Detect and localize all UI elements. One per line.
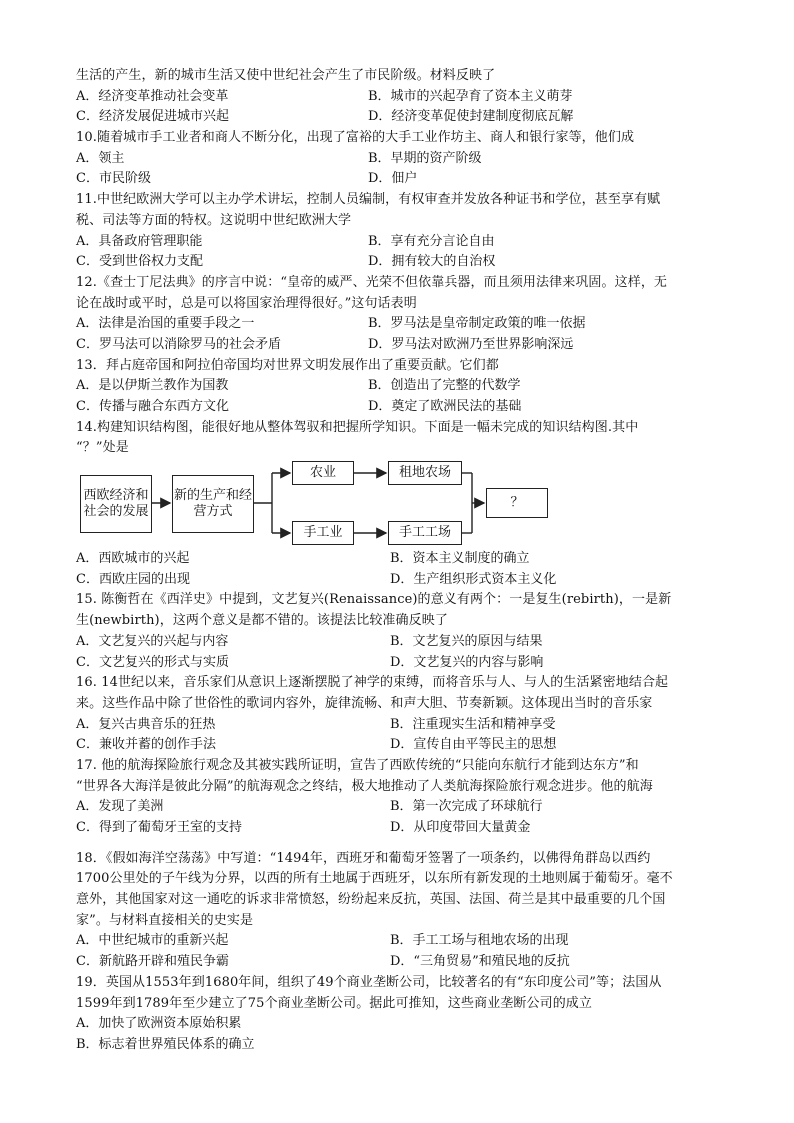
box-handicraft-workshop: 手工工场 xyxy=(388,521,462,545)
option-a[interactable]: A．复兴古典音乐的狂热 xyxy=(76,716,216,732)
option-d[interactable]: D．宣传自由平等民主的思想 xyxy=(390,737,557,753)
question-18-stem-line4: 家”。与材料直接相关的史实是 xyxy=(76,912,254,928)
option-b[interactable]: B．享有充分言论自由 xyxy=(368,233,495,249)
option-c[interactable]: C．文艺复兴的形式与实质 xyxy=(76,654,229,670)
option-a[interactable]: A．发现了美洲 xyxy=(76,799,164,815)
question-16-stem-line2: 来。这些作品中除了世俗性的歌词内容外，旋律流畅、和声大胆、节奏新颖。这体现出当时的音乐家 xyxy=(76,695,653,711)
question-11-options-row2 xyxy=(76,252,726,273)
question-13-stem: 13．拜占庭帝国和阿拉伯帝国均对世界文明发展作出了重要贡献。它们都 xyxy=(76,357,499,373)
question-10-options-row2 xyxy=(76,169,726,190)
option-c[interactable]: C．市民阶级 xyxy=(76,171,151,187)
knowledge-structure-diagram xyxy=(76,461,726,545)
option-d[interactable]: D．奠定了欧洲民法的基础 xyxy=(368,399,522,414)
question-16-stem-line1: 16. 14世纪以来，音乐家们从意识上逐渐摆脱了神学的束缚，而将音乐与人、与人的生活紧密地结合起 xyxy=(76,675,669,691)
option-b[interactable]: B．罗马法是皇帝制定政策的唯一依据 xyxy=(368,316,586,332)
option-d[interactable]: D．生产组织形式资本主义化 xyxy=(390,571,557,587)
question-10-options-row1 xyxy=(76,149,726,170)
question-19-stem-line1: 19．英国从1553年到1680年间，组织了49个商业垄断公司，比较著名的有“东印度公司”等；法国从 xyxy=(76,974,662,990)
option-a[interactable]: A．具备政府管理职能 xyxy=(76,233,203,249)
option-b[interactable]: B．创造出了完整的代数学 xyxy=(368,378,521,394)
question-15-options-row2 xyxy=(76,653,726,674)
option-b[interactable]: B．文艺复兴的原因与结果 xyxy=(390,633,543,649)
option-a[interactable]: A．是以伊斯兰教作为国教 xyxy=(76,378,229,394)
option-c[interactable]: C．经济发展促进城市兴起 xyxy=(76,109,229,125)
question-11-options-row1 xyxy=(76,232,726,253)
option-b[interactable]: B．标志着世界殖民体系的确立 xyxy=(76,1036,255,1052)
question-17-options-row2 xyxy=(76,818,726,839)
question-17-stem-line1: 17. 他的航海探险旅行观念及其被实践所证明，宣告了西欧传统的“只能向东航行才能到达东方”和 xyxy=(76,757,639,773)
question-17-options-row1 xyxy=(76,797,726,818)
question-14-options-row1 xyxy=(76,549,726,570)
question-19-stem-line2: 1599年到1789年至少建立了75个商业垄断公司。据此可推知，这些商业垄断公司的成立 xyxy=(76,995,593,1011)
box-unknown: ？ xyxy=(486,488,548,518)
option-b[interactable]: B．城市的兴起孕育了资本主义萌芽 xyxy=(368,88,573,104)
question-18-stem-line1: 18．《假如海洋空荡荡》中写道：“1494年，西班牙和葡萄牙签署了一项条约，以佛得角群岛以西约 xyxy=(76,850,651,866)
question-12-stem-line1: 12.《查士丁尼法典》的序言中说：“皇帝的威严、光荣不但依靠兵器，而且须用法律来巩固。这样，无 xyxy=(76,274,668,290)
option-a[interactable]: A．西欧城市的兴起 xyxy=(76,551,190,567)
question-15-options-row1 xyxy=(76,632,726,653)
question-15-stem-line2: 生(newbirth)，这两个意义是都不错的。该提法比较准确反映了 xyxy=(76,613,448,629)
question-12-options-row1 xyxy=(76,314,726,335)
option-d[interactable]: D．从印度带回大量黄金 xyxy=(390,820,531,835)
option-b[interactable]: B．资本主义制度的确立 xyxy=(390,551,530,567)
option-d[interactable]: D．经济变革促使封建制度彻底瓦解 xyxy=(368,109,574,125)
question-12-options-row2 xyxy=(76,335,726,356)
option-c[interactable]: C．兼收并蓄的创作手法 xyxy=(76,737,216,753)
option-a[interactable]: A．文艺复兴的兴起与内容 xyxy=(76,633,229,649)
box-leased-farm: 租地农场 xyxy=(388,461,462,485)
box-new-production-methods: 新的生产和经营方式 xyxy=(172,475,254,533)
option-c[interactable]: C．新航路开辟和殖民争霸 xyxy=(76,954,229,970)
option-a[interactable]: A．经济变革推动社会变革 xyxy=(76,88,229,104)
question-11-stem-line1: 11.中世纪欧洲大学可以主办学术讲坛，控制人员编制，有权审查并发放各种证书和学位，甚至享有赋 xyxy=(76,192,661,208)
question-14-options-row2 xyxy=(76,570,726,591)
question-10-stem: 10.随着城市手工业者和商人不断分化，出现了富裕的大手工业作坊主、商人和银行家等，他们成 xyxy=(76,130,635,146)
option-b[interactable]: B．早期的资产阶级 xyxy=(368,150,482,166)
box-western-europe-development: 西欧经济和社会的发展 xyxy=(80,475,152,533)
box-agriculture: 农业 xyxy=(292,461,354,485)
question-12-stem-line2: 论在战时或平时，总是可以将国家治理得很好。”这句话表明 xyxy=(76,295,417,311)
option-c[interactable]: C．西欧庄园的出现 xyxy=(76,571,190,587)
question-18-stem-line2: 1700公里处的子午线为分界，以西的所有土地属于西班牙，以东所有新发现的土地则属于葡萄牙。毫不 xyxy=(76,871,673,887)
question-18-options-row2 xyxy=(76,952,726,973)
option-d[interactable]: D．佃户 xyxy=(368,171,418,187)
option-c[interactable]: C．罗马法可以消除罗马的社会矛盾 xyxy=(76,336,281,352)
question-14-stem-line1: 14.构建知识结构图，能很好地从整体驾驭和把握所学知识。下面是一幅未完成的知识结构图.其中 xyxy=(76,419,639,435)
question-9-stem: 生活的产生，新的城市生活又使中世纪社会产生了市民阶级。材料反映了 xyxy=(76,68,496,83)
question-9-options-row1 xyxy=(76,87,726,108)
question-11-stem-line2: 税、司法等方面的特权。这说明中世纪欧洲大学 xyxy=(76,212,352,228)
question-13-options-row1 xyxy=(76,376,726,397)
option-c[interactable]: C．受到世俗权力支配 xyxy=(76,254,203,270)
option-a[interactable]: A．加快了欧洲资本原始积累 xyxy=(76,1016,242,1032)
question-16-options-row1 xyxy=(76,715,726,736)
exam-page xyxy=(76,66,726,1056)
option-a[interactable]: A．领主 xyxy=(76,150,125,166)
option-a[interactable]: A．法律是治国的重要手段之一 xyxy=(76,316,255,332)
option-c[interactable]: C．得到了葡萄牙王室的支持 xyxy=(76,820,242,835)
question-13-options-row2 xyxy=(76,397,726,418)
box-handicraft: 手工业 xyxy=(292,521,354,545)
option-d[interactable]: D．“三角贸易”和殖民地的反抗 xyxy=(390,954,570,970)
option-d[interactable]: D．罗马法对欧洲乃至世界影响深远 xyxy=(368,336,574,352)
option-c[interactable]: C．传播与融合东西方文化 xyxy=(76,399,229,414)
question-18-options-row1 xyxy=(76,931,726,952)
question-9-options-row2 xyxy=(76,107,726,128)
question-14-stem-line2: “？”处是 xyxy=(76,440,129,456)
question-15-stem-line1: 15. 陈衡哲在《西洋史》中提到，文艺复兴(Renaissance)的意义有两个：一是复生(rebirth)，一是新 xyxy=(76,592,672,608)
question-17-stem-line2: “世界各大海洋是彼此分隔”的航海观念之终结，极大地推动了人类航海探险旅行观念进步。他的航海 xyxy=(76,778,653,794)
option-b[interactable]: B．注重现实生活和精神享受 xyxy=(390,716,556,732)
option-a[interactable]: A．中世纪城市的重新兴起 xyxy=(76,933,229,949)
option-b[interactable]: B．手工工场与租地农场的出现 xyxy=(390,933,569,949)
question-16-options-row2 xyxy=(76,735,726,756)
option-b[interactable]: B．第一次完成了环球航行 xyxy=(390,799,543,815)
option-d[interactable]: D．文艺复兴的内容与影响 xyxy=(390,654,544,670)
option-d[interactable]: D．拥有较大的自治权 xyxy=(368,254,496,270)
question-18-stem-line3: 意外，其他国家对这一通吃的诉求非常愤怒，纷纷起来反抗，英国、法国、荷兰是其中最重要的几个国 xyxy=(76,892,666,908)
